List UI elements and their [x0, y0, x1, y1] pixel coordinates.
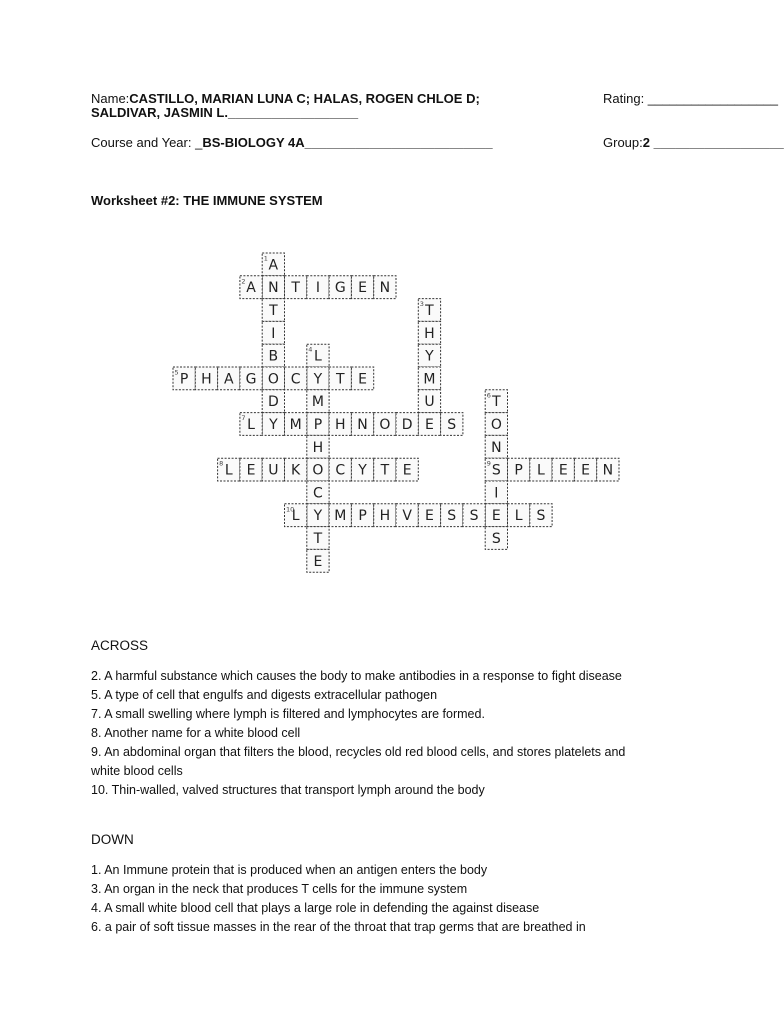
- crossword-cell: [441, 504, 463, 527]
- crossword-cell: [597, 458, 619, 481]
- cell-letter: E: [558, 462, 568, 479]
- cell-letter: P: [179, 371, 189, 388]
- clue-down-4: 4. A small white blood cell that plays a large role in defending the against disease: [91, 901, 540, 915]
- crossword-cell: [240, 276, 262, 299]
- crossword-cell: [418, 321, 440, 344]
- cell-letter: M: [423, 371, 436, 388]
- clue-across-7: 7. A small swelling where lymph is filtered and lymphocytes are formed.: [91, 707, 485, 721]
- cell-letter: G: [334, 280, 346, 297]
- crossword-cell: [418, 367, 440, 390]
- cell-letter: T: [313, 531, 323, 547]
- name-label: Name:: [91, 91, 130, 106]
- clue-number: 7: [241, 414, 246, 423]
- crossword-cell: [307, 344, 329, 367]
- cell-letter: K: [291, 462, 301, 479]
- crossword-cell: [351, 458, 373, 481]
- crossword-cell: [485, 413, 507, 436]
- crossword-cell: [195, 367, 217, 390]
- crossword-cell: [351, 504, 373, 527]
- crossword-cell: [396, 504, 418, 527]
- cell-letter: H: [334, 417, 346, 433]
- crossword-cell: [285, 458, 307, 481]
- crossword-cell: [418, 344, 440, 367]
- clue-across-8: 8. Another name for a white blood cell: [91, 726, 301, 740]
- cell-letter: L: [537, 462, 545, 479]
- crossword-cell: [262, 276, 284, 299]
- crossword-cell: [285, 276, 307, 299]
- crossword-cell: [307, 435, 329, 458]
- crossword-cell: [307, 549, 329, 572]
- cell-letter: N: [268, 280, 279, 297]
- crossword-cell: [374, 413, 396, 436]
- crossword-cell: [307, 504, 329, 527]
- clue-across-9: 9. An abdominal organ that filters the blood, recycles old red blood cells, and stores platelets and white blood cells: [91, 745, 626, 778]
- cell-letter: T: [425, 303, 434, 319]
- cell-letter: T: [335, 371, 345, 388]
- cell-letter: A: [223, 371, 234, 388]
- crossword-cell: [552, 458, 574, 481]
- clue-number: 4: [308, 345, 313, 354]
- clue-down-1: 1. An Immune protein that is produced when an antigen enters the body: [91, 863, 488, 877]
- crossword-cell: [508, 458, 530, 481]
- group-value: 2 __________________: [642, 135, 784, 150]
- cell-letter: Y: [358, 462, 367, 479]
- crossword-cell: [262, 299, 284, 322]
- cell-letter: D: [401, 417, 413, 433]
- cell-letter: M: [289, 417, 302, 433]
- cell-letter: B: [268, 348, 279, 365]
- clue-across-2: 2. A harmful substance which causes the body to make antibodies in a response to fight disease: [91, 669, 622, 683]
- crossword-cell: [307, 413, 329, 436]
- crossword-cell: [218, 367, 240, 390]
- clue-number: 2: [241, 277, 246, 286]
- crossword-cell: [463, 504, 485, 527]
- cell-letter: T: [492, 394, 501, 411]
- rating-field: Rating: __________________: [603, 91, 778, 106]
- cell-letter: H: [312, 439, 324, 456]
- crossword-cell: [329, 458, 351, 481]
- cell-letter: S: [469, 508, 479, 525]
- course-value: BS-BIOLOGY 4A__________________________: [202, 135, 493, 150]
- cell-letter: E: [313, 553, 323, 570]
- crossword-cell: [240, 367, 262, 390]
- clue-number: 5: [174, 368, 179, 377]
- cell-letter: E: [358, 371, 367, 388]
- cell-letter: L: [514, 508, 523, 525]
- crossword-cell: [351, 413, 373, 436]
- name-value: CASTILLO, MARIAN LUNA C; HALAS, ROGEN CHLOE D;: [129, 91, 480, 106]
- cell-letter: E: [581, 462, 590, 479]
- crossword-cell: [307, 390, 329, 413]
- cell-letter: I: [494, 485, 499, 502]
- crossword-cell: [418, 390, 440, 413]
- crossword-cell: [441, 413, 463, 436]
- cell-letter: I: [271, 325, 276, 342]
- cell-letter: N: [491, 439, 502, 456]
- across-heading: ACROSS: [91, 638, 149, 653]
- crossword-cell: [307, 527, 329, 550]
- crossword-cell: [374, 504, 396, 527]
- cell-letter: N: [357, 417, 368, 433]
- crossword-cell: [418, 413, 440, 436]
- crossword-cell: [374, 458, 396, 481]
- cell-letter: E: [425, 508, 434, 525]
- crossword-cell: [262, 390, 284, 413]
- cell-letter: C: [313, 485, 323, 502]
- cell-letter: M: [311, 394, 324, 411]
- crossword-cell: [285, 504, 307, 527]
- crossword-cell: [240, 413, 262, 436]
- clue-across-10: 10. Thin-walled, valved structures that transport lymph around the body: [91, 783, 485, 797]
- cell-letter: M: [334, 508, 347, 525]
- cell-letter: E: [402, 462, 412, 479]
- course-line: [91, 136, 493, 150]
- crossword-cell: [418, 504, 440, 527]
- cell-letter: C: [290, 371, 301, 388]
- cell-letter: A: [268, 257, 279, 274]
- cell-letter: Y: [425, 348, 434, 365]
- cell-letter: P: [514, 462, 523, 479]
- crossword-cell: [307, 458, 329, 481]
- crossword-cell: [485, 527, 507, 550]
- crossword-grid: [165, 240, 640, 635]
- down-clues: [91, 830, 651, 937]
- cell-letter: E: [425, 417, 434, 433]
- cell-letter: P: [358, 508, 367, 525]
- cell-letter: T: [269, 303, 278, 319]
- name-value-continued: SALDIVAR, JASMIN L.__________________: [91, 105, 359, 120]
- cell-letter: O: [267, 371, 279, 388]
- crossword-cell: [485, 390, 507, 413]
- crossword-puzzle: [165, 240, 640, 635]
- clue-number: 1: [263, 254, 268, 263]
- crossword-cell: [262, 253, 284, 276]
- crossword-cell: [262, 458, 284, 481]
- cell-letter: S: [447, 417, 457, 433]
- group-line: [603, 136, 784, 150]
- crossword-cell: [307, 481, 329, 504]
- cell-letter: O: [379, 417, 391, 433]
- crossword-cell: [396, 458, 418, 481]
- cell-letter: S: [491, 462, 501, 479]
- cell-letter: S: [491, 531, 501, 547]
- cell-letter: N: [379, 280, 391, 297]
- cell-letter: S: [536, 508, 546, 525]
- cell-letter: C: [335, 462, 346, 479]
- cell-letter: I: [315, 280, 321, 297]
- crossword-cell: [374, 276, 396, 299]
- crossword-cell: [329, 367, 351, 390]
- cell-letter: P: [313, 417, 323, 433]
- cell-letter: V: [402, 508, 412, 525]
- cell-letter: L: [224, 462, 233, 479]
- clue-across-5: 5. A type of cell that engulfs and digests extracellular pathogen: [91, 688, 438, 702]
- cell-letter: A: [246, 280, 256, 297]
- cell-letter: E: [491, 508, 501, 525]
- across-clues: [91, 636, 651, 800]
- clue-down-6: 6. a pair of soft tissue masses in the rear of the throat that trap germs that are breathed in: [91, 920, 586, 934]
- crossword-cell: [329, 413, 351, 436]
- crossword-cell: [485, 458, 507, 481]
- crossword-cell: [173, 367, 195, 390]
- crossword-cell: [530, 458, 552, 481]
- cell-letter: U: [268, 462, 279, 479]
- clue-down-3: 3. An organ in the neck that produces T cells for the immune system: [91, 882, 468, 896]
- crossword-cell: [396, 413, 418, 436]
- clue-number: 3: [419, 300, 424, 309]
- cell-letter: O: [490, 417, 502, 433]
- cell-letter: H: [424, 325, 435, 342]
- group-label: Group:: [603, 135, 643, 150]
- crossword-cell: [307, 367, 329, 390]
- crossword-cell: [285, 367, 307, 390]
- crossword-cell: [485, 504, 507, 527]
- cell-letter: E: [358, 280, 367, 297]
- cell-letter: L: [314, 348, 322, 365]
- crossword-cell: [262, 344, 284, 367]
- course-label: Course and Year: _: [91, 135, 203, 150]
- crossword-cell: [530, 504, 552, 527]
- down-heading: DOWN: [91, 832, 134, 847]
- crossword-cell: [262, 413, 284, 436]
- crossword-cell: [329, 504, 351, 527]
- crossword-cell: [218, 458, 240, 481]
- clue-number: 10: [286, 505, 295, 514]
- crossword-cell: [351, 367, 373, 390]
- crossword-cell: [574, 458, 596, 481]
- cell-letter: S: [447, 508, 457, 525]
- crossword-cell: [262, 321, 284, 344]
- clue-number: 6: [486, 391, 491, 400]
- crossword-cell: [418, 299, 440, 322]
- crossword-cell: [485, 435, 507, 458]
- cell-letter: G: [245, 371, 257, 388]
- cell-letter: E: [246, 462, 256, 479]
- crossword-cell: [240, 458, 262, 481]
- clue-number: 9: [486, 459, 491, 468]
- crossword-cell: [307, 276, 329, 299]
- cell-letter: Y: [313, 371, 323, 388]
- cell-letter: H: [379, 508, 391, 525]
- cell-letter: L: [291, 508, 300, 525]
- cell-letter: D: [267, 394, 279, 411]
- cell-letter: T: [380, 462, 390, 479]
- name-line: [91, 92, 480, 106]
- cell-letter: L: [247, 417, 255, 433]
- cell-letter: O: [312, 462, 324, 479]
- crossword-cell: [508, 504, 530, 527]
- cell-letter: T: [291, 280, 300, 297]
- cell-letter: H: [201, 371, 212, 388]
- crossword-cell: [262, 367, 284, 390]
- cell-letter: Y: [313, 508, 323, 525]
- cell-letter: N: [602, 462, 614, 479]
- cell-letter: U: [424, 394, 435, 411]
- cell-letter: Y: [269, 417, 278, 433]
- crossword-cell: [351, 276, 373, 299]
- crossword-cell: [485, 481, 507, 504]
- worksheet-title: Worksheet #2: THE IMMUNE SYSTEM: [91, 193, 323, 208]
- clue-number: 8: [219, 459, 224, 468]
- crossword-cell: [285, 413, 307, 436]
- crossword-cell: [329, 276, 351, 299]
